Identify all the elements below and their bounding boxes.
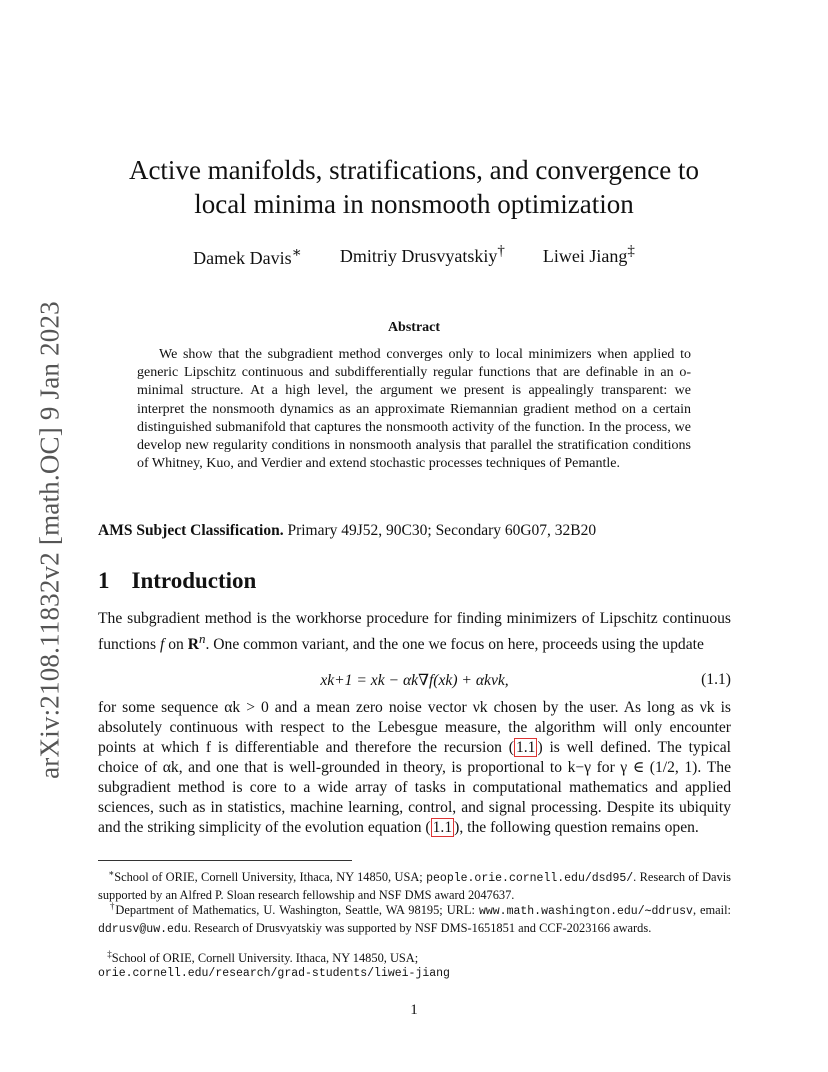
abstract-heading: Abstract	[387, 320, 441, 335]
footnote-rule	[98, 860, 352, 861]
section-heading	[98, 568, 256, 594]
footnote-url-link[interactable]: www.math.washington.edu/∼ddrusv	[478, 905, 693, 919]
paragraph-2: for some sequence αk > 0 and a mean zero noise vector νk chosen by the user. As long as νk is absolutely continuous with respect to the Lebesgue measure, the algorithm will only encounter points at which f is differentiable and therefore the recursion ( 1.1 ) is well defined. The typical choice of αk, and one that is well-grounded in theory, is proportional to k−γ for γ ∈ (1/2, 1). The subgradient method is core to a wide array of tasks in computational mathematics and applied sciences, such as in statistics, machine learning, control, and signal processing. Despite its ubiquity and the striking simplicity of the evolution equation ( 1.1 ), the following question remains open.	[98, 699, 732, 836]
title-line-1: Active manifolds, stratifications, and convergence to	[128, 155, 700, 185]
title-line-2: local minima in nonsmooth optimization	[194, 189, 634, 219]
author-3: Liwei Jiang‡	[542, 243, 635, 266]
author-list	[0, 243, 828, 269]
paragraph-1: The subgradient method is the workhorse procedure for finding minimizers of Lipschitz continuous functions f on $R^n$. One common variant, and the one we focus on here, proceeds using the update	[98, 610, 731, 654]
ams-text: Primary 49J52, 90C30; Secondary 60G07, 32B20	[287, 522, 597, 539]
paper-title	[0, 153, 828, 221]
equation-number: (1.1)	[701, 671, 731, 688]
ams-label: AMS Subject Classification.	[98, 522, 284, 539]
footnote-url-link[interactable]: orie.cornell.edu/research/grad-students/liwei-jiang	[98, 967, 450, 981]
section-number: 1	[98, 568, 110, 593]
equation-formula: xk+1 = xk − αk∇f(xk) + αkνk,	[320, 672, 509, 689]
footnote-2: †Department of Mathematics, U. Washington, Seattle, WA 98195; URL: www.math.washington.edu/∼ddrusv, email: ddrusv@uw.edu. Research of Drusvyatskiy was supported by NSF DMS-1651851 and CCF-2023166 awards.	[98, 901, 732, 937]
page-number: 1	[410, 1002, 418, 1018]
section-title: Introduction	[131, 568, 257, 593]
arxiv-stamp: arXiv:2108.11832v2 [math.OC] 9 Jan 2023	[34, 301, 65, 779]
equation-ref-link[interactable]: 1.1	[432, 819, 453, 836]
footnote-3: ‡School of ORIE, Cornell University. Ithaca, NY 14850, USA; orie.cornell.edu/research/grad-students/liwei-jiang	[98, 946, 731, 983]
footnote-1: ∗School of ORIE, Cornell University, Ithaca, NY 14850, USA; people.orie.cornell.edu/dsd95/. Research of Davis supported by an Alfred P. Sloan research fellowship and NSF DMS award 2047637.	[98, 868, 731, 903]
footnote-url-link[interactable]: people.orie.cornell.edu/dsd95/	[426, 872, 634, 886]
ams-classification	[98, 522, 596, 540]
author-2: Dmitriy Drusvyatskiy†	[339, 243, 505, 266]
footnote-email-link[interactable]: ddrusv@uw.edu	[98, 923, 188, 937]
abstract-text: We show that the subgradient method converges only to local minimizers when applied to generic Lipschitz continuous and subdifferentially regular functions that are definable in an o-minimal structure. At a high level, the argument we present is appealingly transparent: we interpret the nonsmooth dynamics as an approximate Riemannian gradient method on a certain distinguished submanifold that captures the nonsmooth activity of the function. In the process, we develop new regularity conditions in nonsmooth analysis that parallel the stratification conditions of Whitney, Kuo, and Verdier and extend stochastic processes techniques of Pemantle.	[137, 347, 691, 472]
author-1: Damek Davis∗	[193, 245, 302, 268]
equation-ref-link[interactable]: 1.1	[515, 739, 536, 756]
